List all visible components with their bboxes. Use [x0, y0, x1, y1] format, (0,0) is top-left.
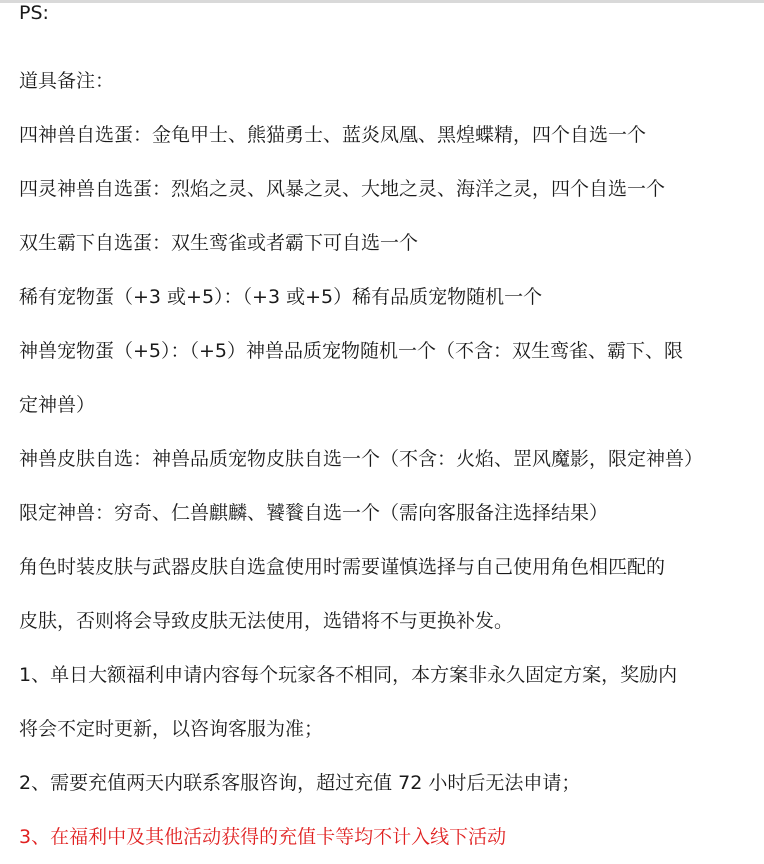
rule-line-3-highlight: 3、在福利中及其他活动获得的充值卡等均不计入线下活动 [19, 826, 507, 848]
note-line-divine-skin: 神兽皮肤自选：神兽品质宠物皮肤自选一个（不含：火焰、罡风魔影，限定神兽） [19, 448, 704, 470]
section-title-item-notes: 道具备注： [19, 70, 115, 92]
note-line-divine-pet-egg: 神兽宠物蛋（+5）：（+5）神兽品质宠物随机一个（不含：双生鸾雀、霸下、限 [19, 340, 684, 362]
note-line-costume-box-cont: 皮肤，否则将会导致皮肤无法使用，选错将不与更换补发。 [19, 610, 514, 632]
note-line-four-spirit-egg: 四灵神兽自选蛋：烈焰之灵、风暴之灵、大地之灵、海洋之灵，四个自选一个 [19, 178, 666, 200]
rule-line-1-cont: 将会不定时更新，以咨询客服为准； [19, 718, 324, 740]
note-line-twin-egg: 双生霸下自选蛋：双生鸾雀或者霸下可自选一个 [19, 232, 419, 254]
rule-line-1: 1、单日大额福利申请内容每个玩家各不相同，本方案非永久固定方案，奖励内 [19, 664, 678, 686]
note-line-costume-box: 角色时装皮肤与武器皮肤自选盒使用时需要谨慎选择与自己使用角色相匹配的 [19, 556, 666, 578]
note-line-four-beast-egg: 四神兽自选蛋：金龟甲士、熊猫勇士、蓝炎凤凰、黑煌蝶精，四个自选一个 [19, 124, 647, 146]
note-line-divine-pet-egg-cont: 定神兽） [19, 394, 96, 416]
rule-line-2: 2、需要充值两天内联系客服咨询，超过充值 72 小时后无法申请； [19, 772, 581, 794]
note-line-rare-pet-egg: 稀有宠物蛋（+3 或+5）：（+3 或+5）稀有品质宠物随机一个 [19, 286, 543, 308]
ps-heading: PS: [19, 2, 49, 24]
notes-document [19, 0, 759, 864]
note-line-limited-beast: 限定神兽：穷奇、仁兽麒麟、饕餮自选一个（需向客服备注选择结果） [19, 502, 609, 524]
